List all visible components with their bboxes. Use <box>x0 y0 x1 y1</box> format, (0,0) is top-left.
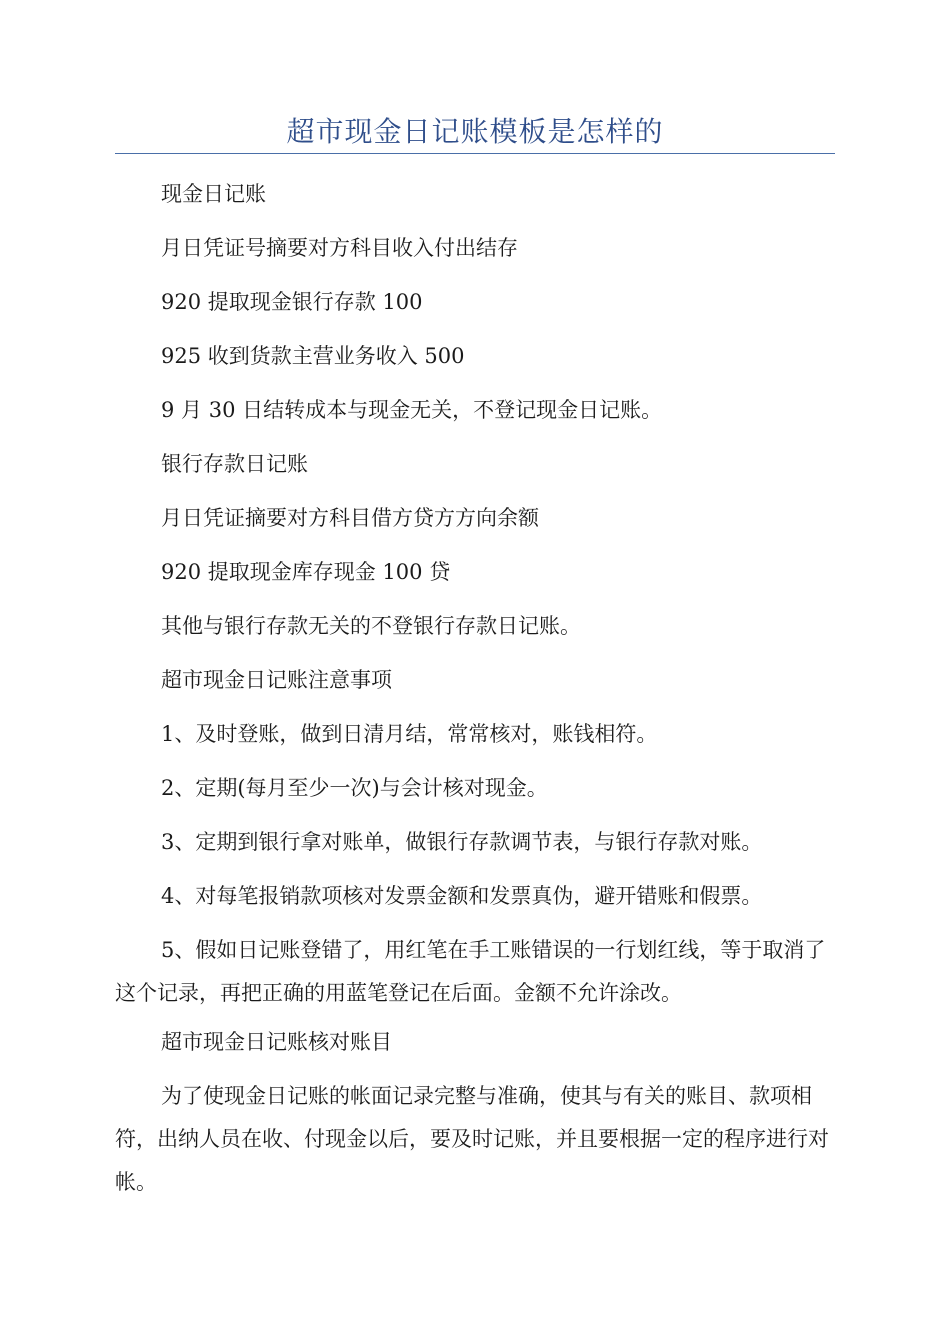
paragraph-cash-columns: 月日凭证号摘要对方科目收入付出结存 <box>161 236 518 260</box>
paragraph-cash-note: 9 月 30 日结转成本与现金无关，不登记现金日记账。 <box>161 398 663 422</box>
paragraph-heading-cash-journal: 现金日记账 <box>161 182 266 206</box>
paragraph-note-5: 5、假如日记账登错了，用红笔在手工账错误的一行划红线，等于取消了这个记录，再把正确的用蓝笔登记在后面。金额不允许涂改。 <box>115 938 826 1005</box>
title-underline <box>115 153 835 154</box>
paragraph-note-2: 2、定期(每月至少一次)与会计核对现金。 <box>161 776 548 800</box>
paragraph-cash-entry-2: 925 收到货款主营业务收入 500 <box>161 344 465 368</box>
paragraph-note-3: 3、定期到银行拿对账单，做银行存款调节表，与银行存款对账。 <box>161 830 763 854</box>
document-title: 超市现金日记账模板是怎样的 <box>286 115 664 148</box>
paragraph-heading-bank-journal: 银行存款日记账 <box>161 452 308 476</box>
paragraph-cash-entry-1: 920 提取现金银行存款 100 <box>161 290 423 314</box>
paragraph-reconcile-body: 为了使现金日记账的帐面记录完整与准确，使其与有关的账目、款项相符，出纳人员在收、付现金以后，要及时记账，并且要根据一定的程序进行对帐。 <box>115 1084 829 1194</box>
paragraph-note-1: 1、及时登账，做到日清月结，常常核对，账钱相符。 <box>161 722 658 746</box>
paragraph-bank-note: 其他与银行存款无关的不登银行存款日记账。 <box>161 614 581 638</box>
paragraph-bank-columns: 月日凭证摘要对方科目借方贷方方向余额 <box>161 506 539 530</box>
paragraph-note-4: 4、对每笔报销款项核对发票金额和发票真伪，避开错账和假票。 <box>161 884 763 908</box>
paragraph-heading-notes: 超市现金日记账注意事项 <box>161 668 392 692</box>
paragraph-bank-entry: 920 提取现金库存现金 100 贷 <box>161 560 451 584</box>
paragraph-heading-reconcile: 超市现金日记账核对账目 <box>161 1030 392 1054</box>
